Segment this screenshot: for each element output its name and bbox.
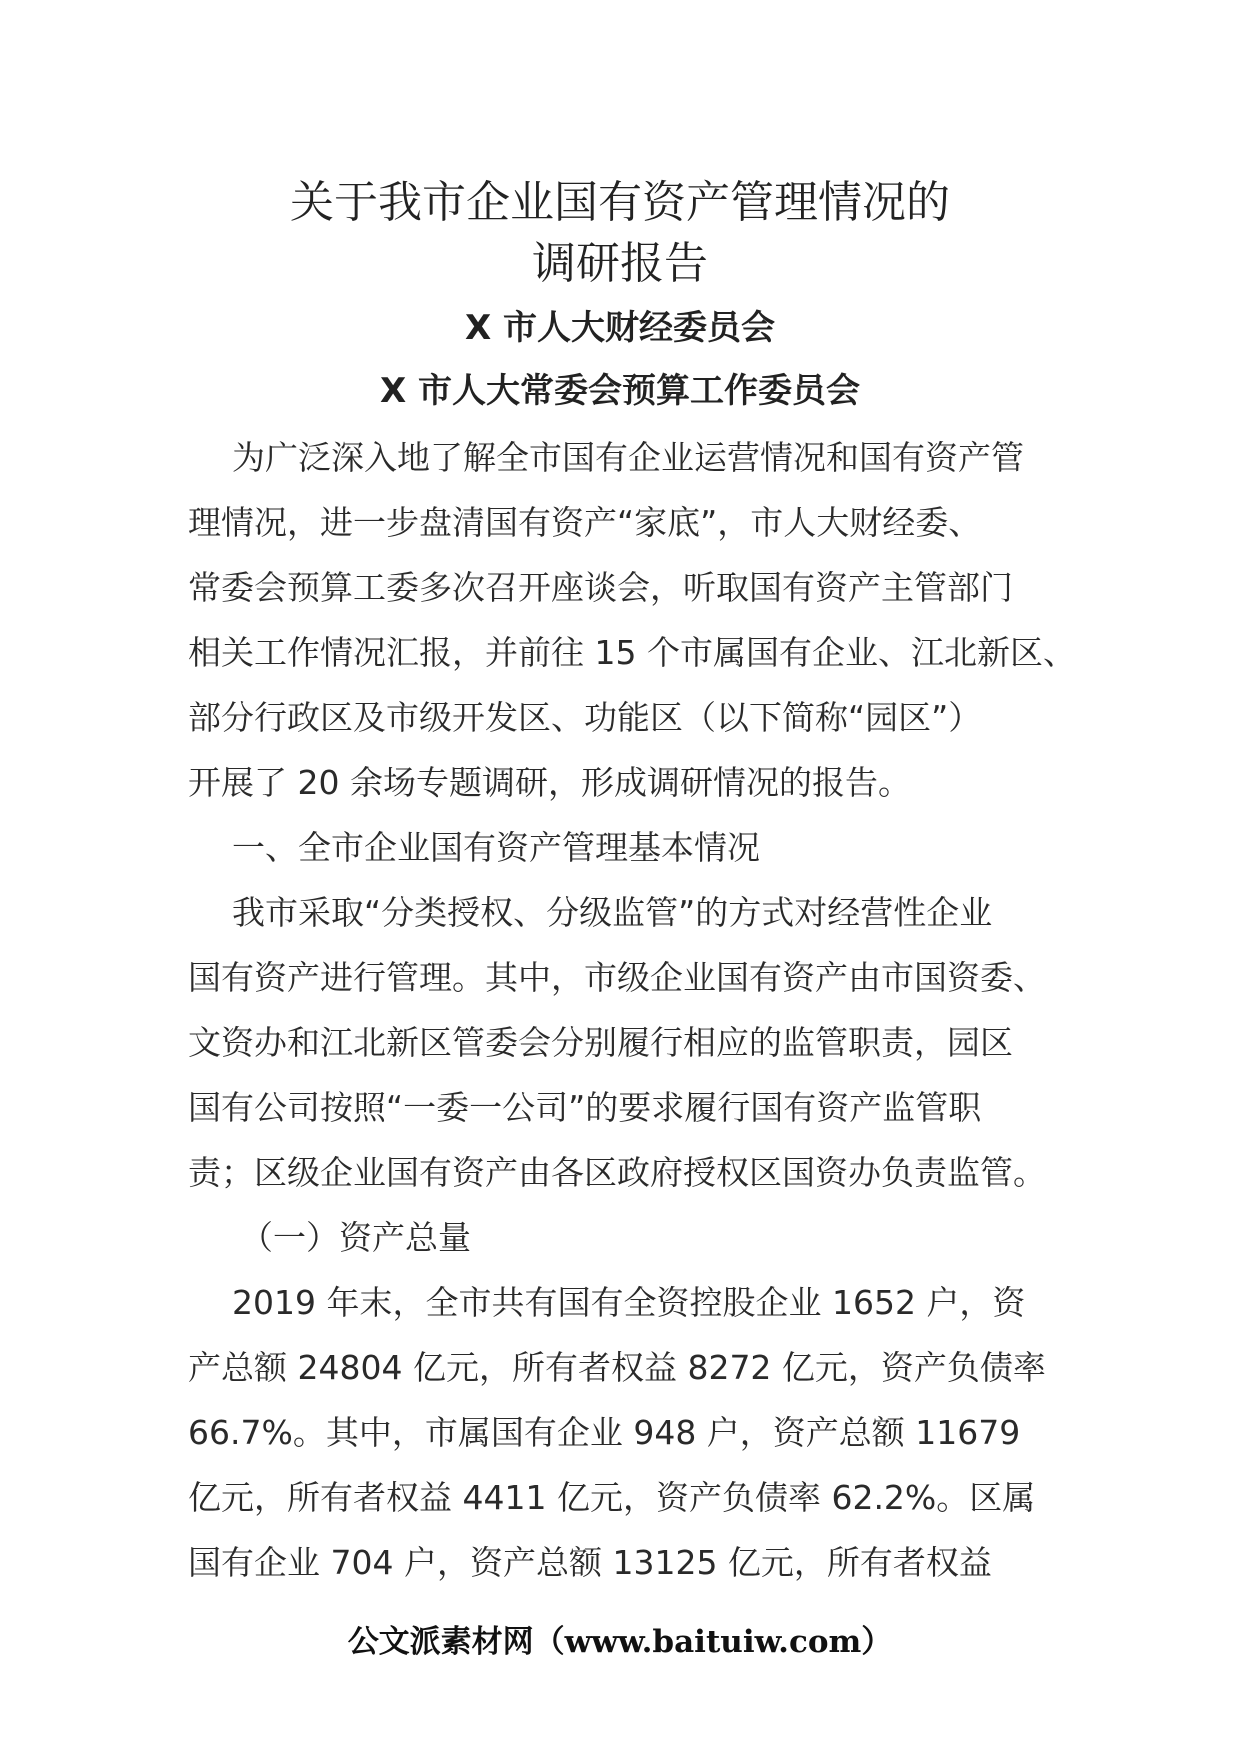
body-line: 亿元，所有者权益 4411 亿元，资产负债率 62.2%。区属 [188,1478,1036,1517]
body-line: 国有资产进行管理。其中，市级企业国有资产由市国资委、 [188,958,1046,997]
section-heading: 一、全市企业国有资产管理基本情况 [232,828,760,867]
body-line: 文资办和江北新区管委会分别履行相应的监管职责，园区 [188,1023,1013,1062]
body-line: 理情况，进一步盘清国有资产“家底”，市人大财经委、 [188,503,982,542]
body-line: 国有公司按照“一委一公司”的要求履行国有资产监管职 [188,1088,982,1127]
body-line: 国有企业 704 户，资产总额 13125 亿元，所有者权益 [188,1543,992,1582]
body-line: 66.7%。其中，市属国有企业 948 户，资产总额 11679 [188,1413,1021,1452]
body-line: 相关工作情况汇报，并前往 15 个市属国有企业、江北新区、 [188,633,1076,672]
body-line: 责；区级企业国有资产由各区政府授权区国资办负责监管。 [188,1153,1046,1192]
body-line: 开展了 20 余场专题调研，形成调研情况的报告。 [188,763,911,802]
author-line-1: X 市人大财经委员会 [464,308,776,348]
body-line: 2019 年末，全市共有国有全资控股企业 1652 户，资 [232,1283,1026,1322]
body-line: 产总额 24804 亿元，所有者权益 8272 亿元，资产负债率 [188,1348,1046,1387]
body-line: 我市采取“分类授权、分级监管”的方式对经营性企业 [232,893,993,932]
body-line: 为广泛深入地了解全市国有企业运营情况和国有资产管 [232,438,1024,477]
body-line: 部分行政区及市级开发区、功能区（以下简称“园区”） [188,698,982,737]
document-title-line-1: 关于我市企业国有资产管理情况的 [290,177,950,228]
document-title-line-2: 调研报告 [532,238,708,289]
author-line-2: X 市人大常委会预算工作委员会 [379,371,861,411]
subsection-heading: （一）资产总量 [240,1218,471,1257]
body-line: 常委会预算工委多次召开座谈会，听取国有资产主管部门 [188,568,1013,607]
footer-watermark: 公文派素材网（www.baituiw.com） [347,1624,893,1660]
